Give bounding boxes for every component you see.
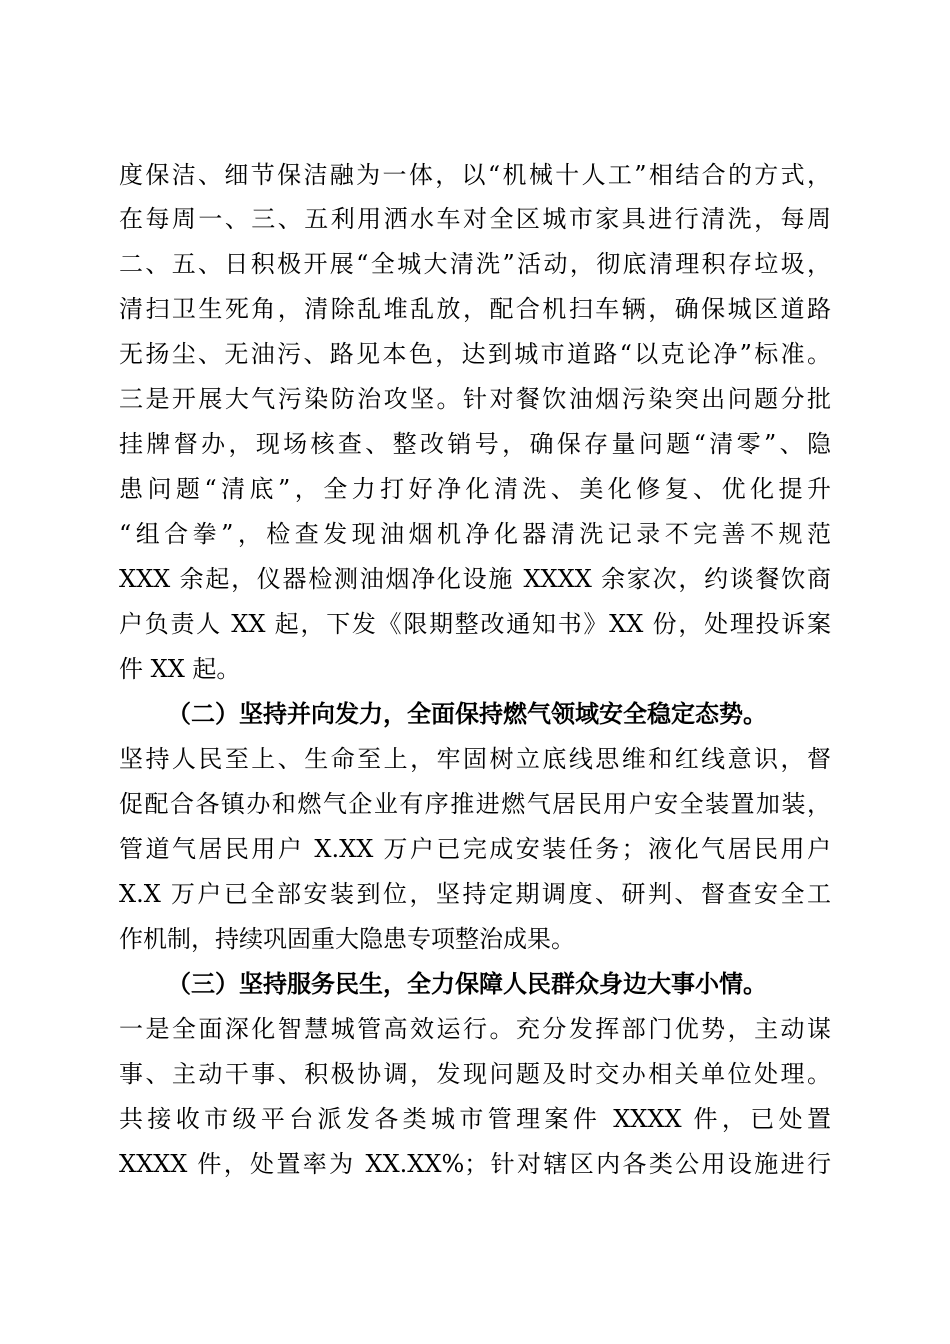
body-line: 挂牌督办，现场核查、整改销号，确保存量问题“清零”、隐 (119, 430, 831, 458)
body-line: 在每周一、三、五利用洒水车对全区城市家具进行清洗，每周 (119, 205, 831, 233)
body-line: 作机制，持续巩固重大隐患专项整治成果。 (119, 925, 575, 953)
body-line: 促配合各镇办和燃气企业有序推进燃气居民用户安全装置加装， (119, 790, 831, 818)
body-line: X.X 万户已全部安装到位，坚持定期调度、研判、督查安全工 (119, 880, 831, 908)
body-line: 户负责人 XX 起，下发《限期整改通知书》XX 份，处理投诉案 (119, 610, 831, 638)
body-line: “组合拳”，检查发现油烟机净化器清洗记录不完善不规范 (119, 520, 831, 548)
body-line: 二、五、日积极开展“全城大清洗”活动，彻底清理积存垃圾， (119, 250, 831, 278)
body-line: 清扫卫生死角，清除乱堆乱放，配合机扫车辆，确保城区道路 (119, 295, 831, 323)
body-line: 坚持人民至上、生命至上，牢固树立底线思维和红线意识，督 (119, 745, 831, 773)
body-line: XXX 余起，仪器检测油烟净化设施 XXXX 余家次，约谈餐饮商 (119, 565, 831, 593)
body-line: 件 XX 起。 (119, 655, 241, 683)
body-line: 共接收市级平台派发各类城市管理案件 XXXX 件，已处置 (119, 1105, 831, 1133)
body-line: XXXX 件，处置率为 XX.XX%；针对辖区内各类公用设施进行 (119, 1150, 831, 1178)
body-line: 管道气居民用户 X.XX 万户已完成安装任务；液化气居民用户 (119, 835, 831, 863)
body-line: 三是开展大气污染防治攻坚。针对餐饮油烟污染突出问题分批 (119, 385, 831, 413)
body-line: 事、主动干事、积极协调，发现问题及时交办相关单位处理。 (119, 1060, 831, 1088)
section-heading: （三）坚持服务民生，全力保障人民群众身边大事小情。 (167, 969, 767, 998)
body-line: 度保洁、细节保洁融为一体，以“机械十人工”相结合的方式， (119, 161, 831, 189)
body-line: 无扬尘、无油污、路见本色，达到城市道路“以克论净”标准。 (119, 340, 831, 368)
body-line: 一是全面深化智慧城管高效运行。充分发挥部门优势，主动谋 (119, 1015, 831, 1043)
body-line: 患问题“清底”，全力打好净化清洗、美化修复、优化提升 (119, 475, 831, 503)
section-heading: （二）坚持并向发力，全面保持燃气领域安全稳定态势。 (167, 699, 767, 728)
